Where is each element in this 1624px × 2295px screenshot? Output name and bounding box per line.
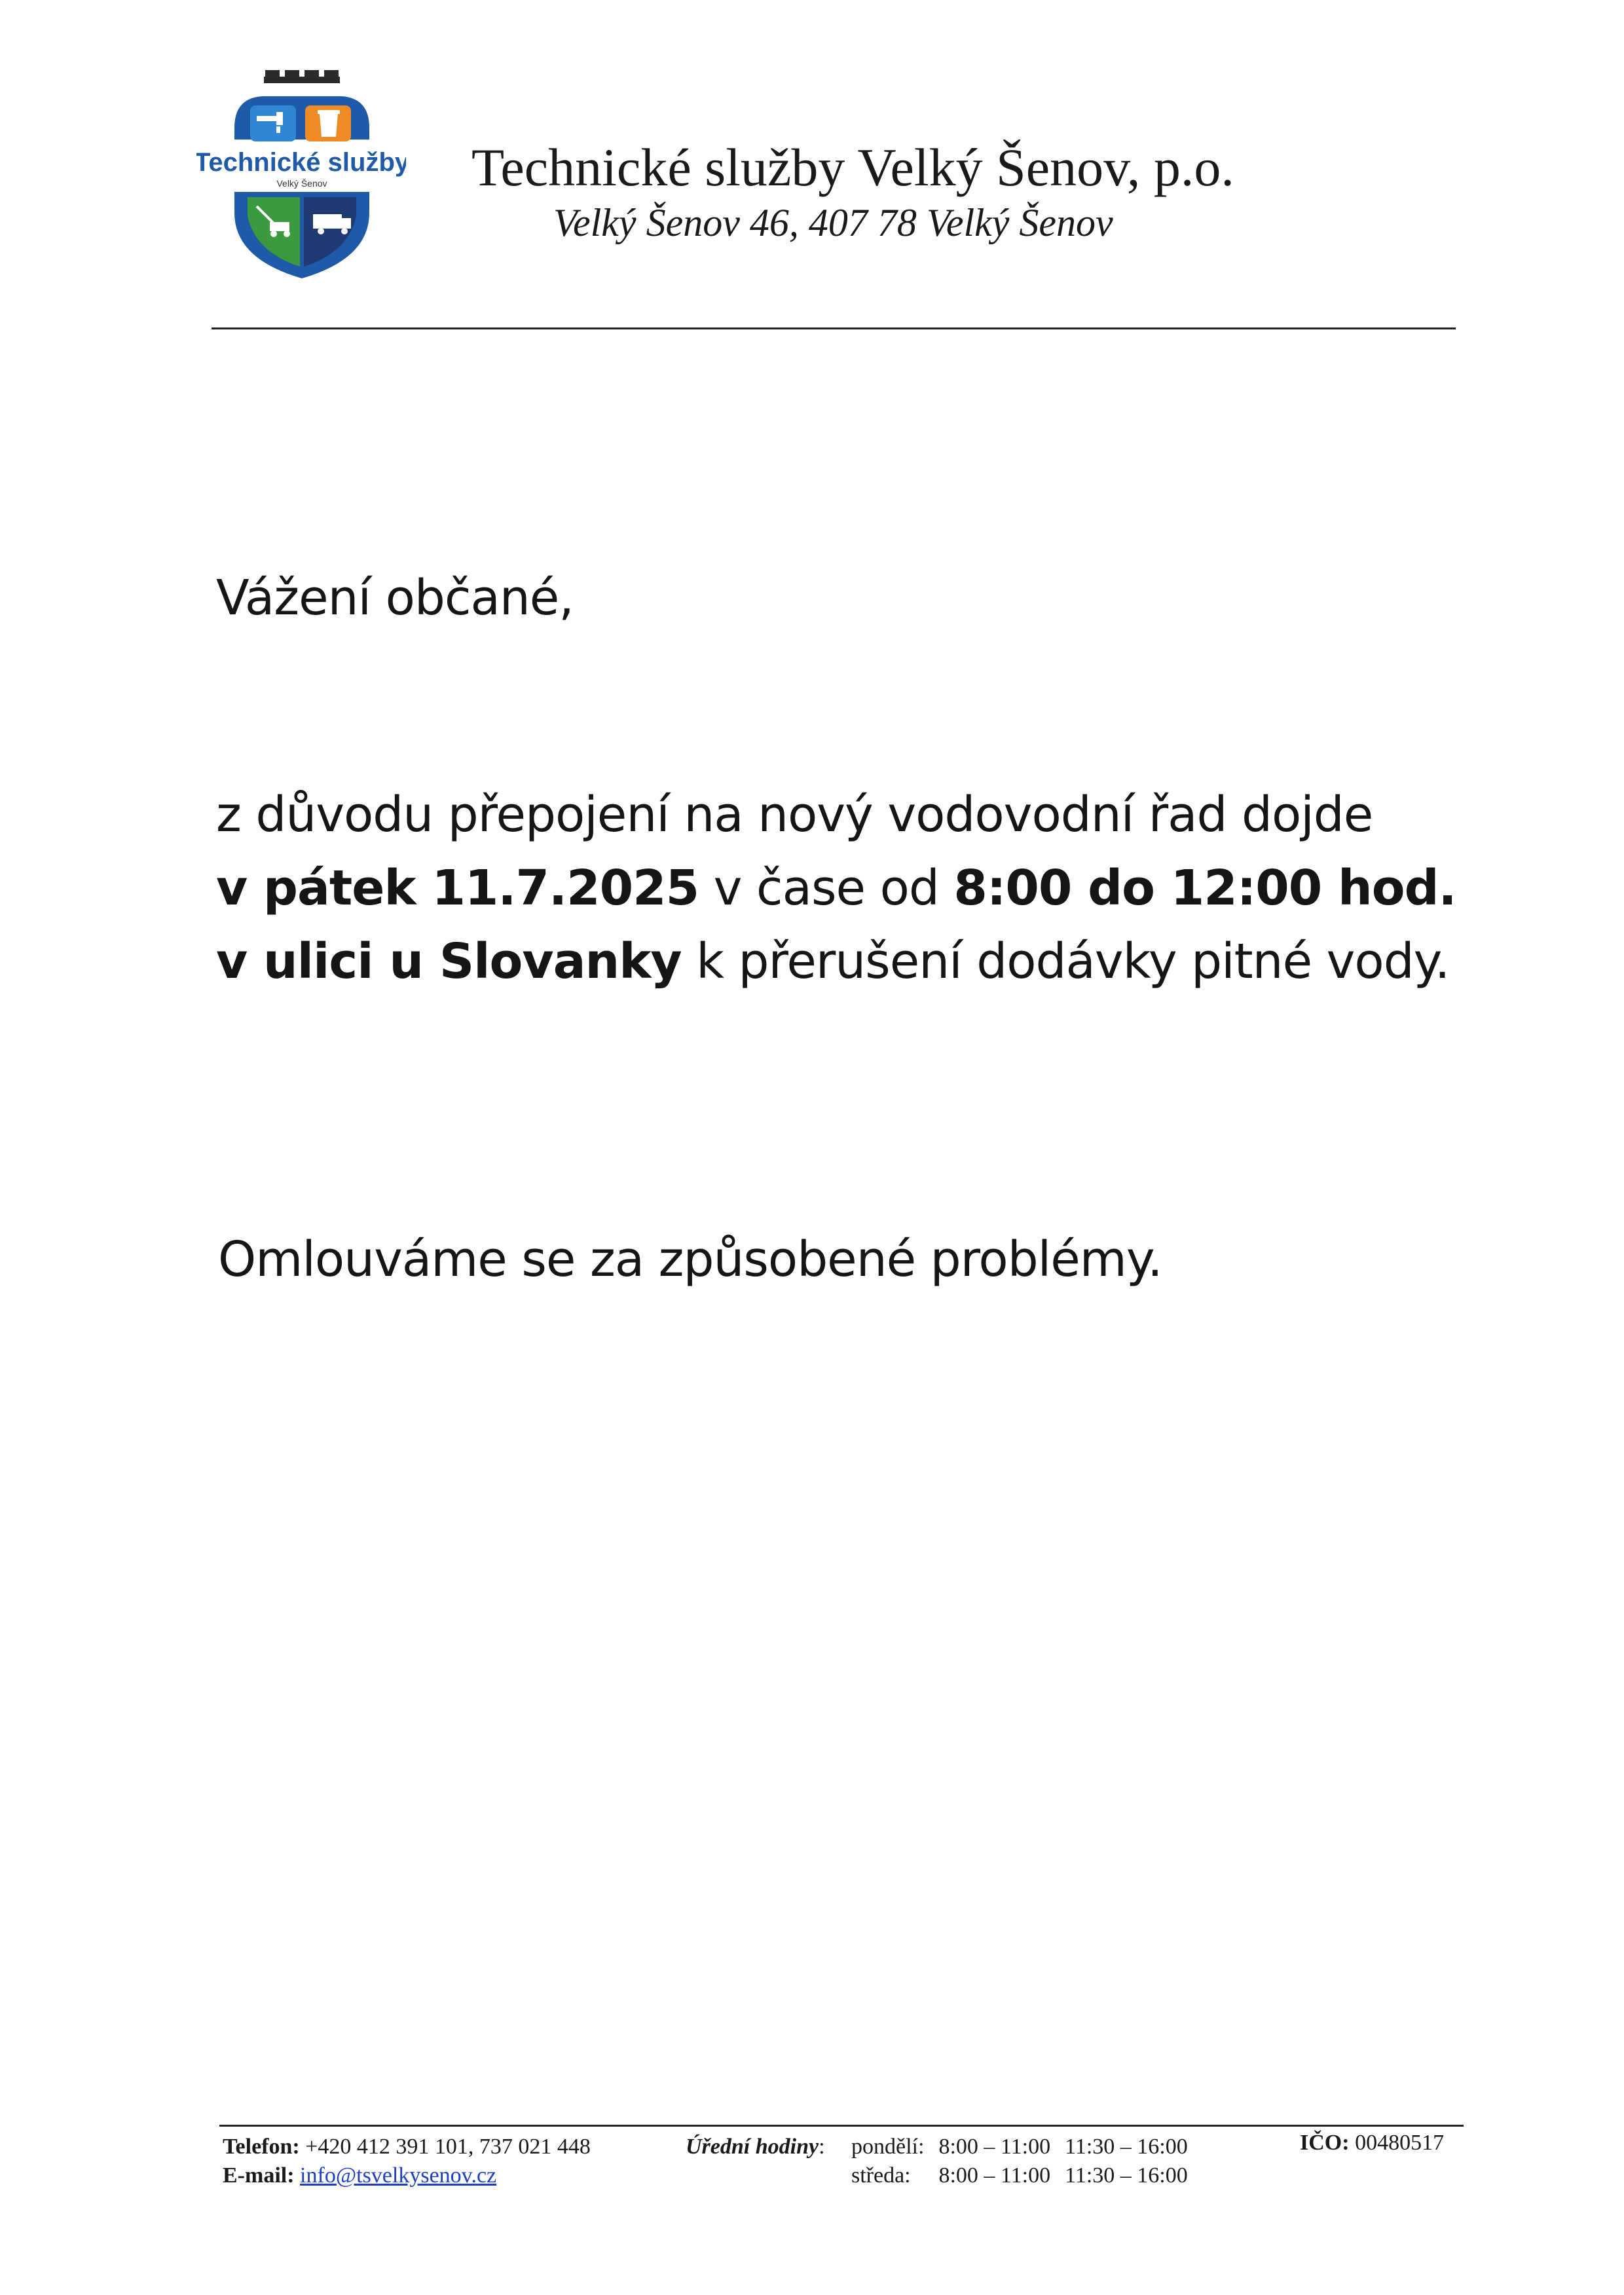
message-line-3 — [216, 925, 1456, 998]
outage-date: v pátek 11.7.2025 — [216, 860, 699, 916]
hours-morning: 8:00 – 11:00 — [938, 2135, 1051, 2159]
organization-logo — [196, 62, 406, 285]
logo-subtext: Velký Šenov — [276, 178, 327, 189]
hours-morning: 8:00 – 11:00 — [938, 2163, 1051, 2188]
hours-afternoon: 11:30 – 16:00 — [1065, 2135, 1188, 2159]
announcement-message — [216, 778, 1456, 998]
apology: Omlouváme se za způsobené problémy. — [218, 1231, 1162, 1288]
ico-value: 00480517 — [1349, 2131, 1445, 2155]
message-text: v čase od — [699, 860, 954, 916]
office-hours-row — [851, 2161, 1202, 2190]
hours-afternoon: 11:30 – 16:00 — [1065, 2163, 1188, 2188]
footer-ico — [1300, 2129, 1444, 2157]
message-line-1: z důvodu přepojení na nový vodovodní řad dojde — [216, 787, 1373, 843]
outage-time: 8:00 do 12:00 hod. — [953, 860, 1456, 916]
footer-phone — [223, 2133, 591, 2161]
hours-day: středa: — [851, 2163, 911, 2188]
water-tap-icon — [250, 105, 296, 141]
organization-name: Technické služby Velký Šenov, p.o. — [471, 138, 1234, 197]
office-hours-row — [851, 2133, 1202, 2161]
office-hours-label: Úřední hodiny: — [686, 2135, 825, 2159]
office-hours — [851, 2133, 1202, 2190]
phone-value: +420 412 391 101, 737 021 448 — [299, 2135, 591, 2159]
email-link[interactable]: info@tsvelkysenov.cz — [300, 2163, 497, 2188]
outage-street: v ulici u Slovanky — [216, 933, 682, 990]
message-line-2 — [216, 851, 1456, 925]
phone-label: Telefon: — [223, 2135, 300, 2159]
header-divider — [212, 327, 1456, 329]
logo-emblem — [196, 62, 406, 285]
office-hours-table — [851, 2133, 1202, 2190]
message-text: k přerušení dodávky pitné vody. — [681, 933, 1450, 990]
footer-email — [223, 2161, 591, 2190]
hours-day: pondělí: — [851, 2135, 925, 2159]
footer-divider — [219, 2125, 1464, 2127]
logo-text: Technické služby — [196, 148, 406, 177]
office-hours-title: Úřední hodiny — [686, 2135, 819, 2159]
salutation: Vážení občané, — [216, 570, 574, 626]
footer-contact — [223, 2133, 591, 2190]
ico-label: IČO: — [1300, 2131, 1350, 2155]
organization-address: Velký Šenov 46, 407 78 Velký Šenov — [553, 201, 1113, 244]
email-label: E-mail: — [223, 2163, 295, 2188]
